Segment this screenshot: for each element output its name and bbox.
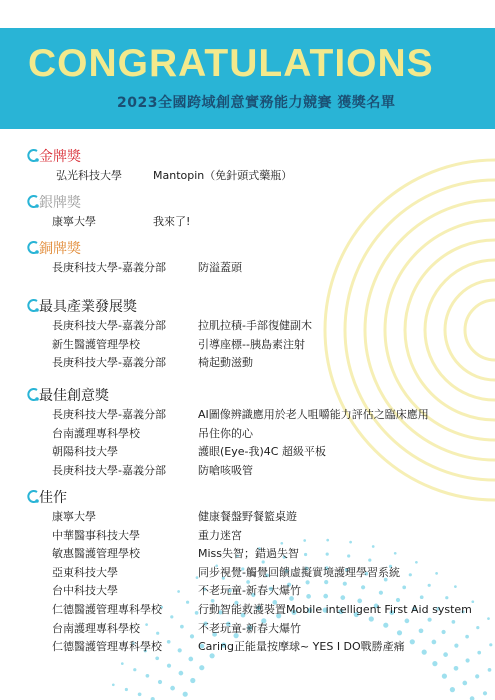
winning-work: 同步視覺-觸覺回饋虛擬實境護理學習系統 (198, 565, 400, 579)
decor-dot (306, 580, 310, 584)
decor-dot (179, 671, 184, 676)
winning-work: 健康餐盤野餐籃桌遊 (198, 510, 297, 523)
decor-dot (454, 585, 457, 588)
decor-dot (326, 553, 329, 556)
decor-dot (188, 657, 193, 662)
winner-school: 台南護理專科學校 (52, 426, 140, 440)
decor-dot (402, 586, 406, 590)
decor-dot (121, 662, 124, 665)
section-title: 佳作 (39, 490, 67, 506)
banner-subtitle: 2023全國跨域創意實務能力競賽 獲獎名單 (117, 95, 396, 111)
decor-dot (445, 596, 448, 599)
decor-dot (475, 674, 479, 678)
decor-dot (349, 541, 352, 544)
decor-dot (428, 584, 431, 587)
decor-dot (170, 615, 173, 618)
winner-school: 長庚科技大學-嘉義分部 (52, 319, 166, 332)
winner-school: 新生醫護管理學校 (52, 337, 140, 351)
decor-dot (465, 635, 469, 639)
decor-dot (488, 668, 492, 672)
decor-dot (450, 687, 455, 692)
decor-dot (415, 561, 418, 564)
winner-school: 台南護理專科學校 (52, 621, 140, 635)
winning-work: 防溢蓋頭 (198, 261, 242, 274)
decor-dot (422, 650, 427, 655)
decor-dot (435, 572, 438, 575)
decor-dot (347, 554, 350, 557)
winning-work: Caring正能量按摩球~ YES I DO戰勝產痛 (198, 640, 405, 654)
winning-work: 椅起動滋動 (198, 356, 253, 370)
decor-dot (180, 625, 184, 629)
decor-dot (155, 656, 159, 660)
winner-school: 長庚科技大學-嘉義分部 (52, 356, 166, 370)
decor-dot (452, 620, 456, 624)
decor-dot (397, 630, 402, 635)
decor-dot (419, 628, 424, 633)
decor-dot (443, 652, 448, 657)
decor-dot (146, 674, 150, 678)
winner-school: 中華醫事科技大學 (52, 528, 140, 542)
decor-dot (324, 580, 328, 584)
decor-dot (138, 692, 142, 696)
decor-dot (303, 539, 306, 542)
winning-work: Mantopin（免針頭式藥瓶） (153, 169, 293, 182)
decor-dot (112, 683, 115, 686)
decor-dot (454, 666, 459, 671)
decor-dot (326, 539, 329, 542)
decor-dot (170, 686, 175, 691)
winning-work: 防嗆咳吸管 (198, 463, 253, 477)
decor-dot (343, 582, 347, 586)
decor-dot (394, 552, 397, 555)
winner-school: 仁德醫護管理專科學校 (52, 603, 162, 616)
section-title: 金牌獎 (39, 149, 81, 165)
decor-dot (304, 553, 307, 556)
winner-school: 康寧大學 (52, 215, 96, 228)
winner-school: 長庚科技大學-嘉義分部 (52, 261, 166, 274)
decor-dot (487, 617, 490, 620)
decor-dot (340, 595, 345, 600)
decor-dot (489, 643, 492, 646)
decor-dot (442, 674, 447, 679)
decor-dot (177, 590, 180, 593)
decor-dot (483, 691, 487, 695)
decor-dot (428, 618, 432, 622)
decor-dot (432, 640, 437, 645)
winner-school: 長庚科技大學-嘉義分部 (52, 463, 166, 477)
decor-dot (306, 594, 311, 599)
decor-dot (466, 658, 470, 662)
banner-title: CONGRATULATIONS (28, 42, 434, 85)
winner-school: 朝陽科技大學 (52, 445, 118, 459)
winner-school: 仁德醫護管理專科學校 (52, 640, 162, 654)
decor-dot (156, 632, 159, 635)
decor-dot (476, 626, 479, 629)
winning-work: 吊住你的心 (198, 426, 253, 440)
decor-dot (368, 559, 371, 562)
winning-work: 重力迷宮 (198, 528, 242, 542)
section-title: 最佳創意獎 (39, 388, 109, 404)
decor-dot (420, 595, 424, 599)
section-title: 最具產業發展獎 (39, 299, 137, 315)
decor-dot (145, 623, 148, 626)
winner-school: 敏惠醫護管理學校 (52, 547, 140, 561)
winning-work: 行動智能救護裝置Mobile intelligent First Aid system (198, 603, 472, 616)
decor-dot (199, 665, 204, 670)
winner-school: 亞東科技大學 (52, 565, 118, 579)
decor-dot (462, 681, 467, 686)
decor-dot (372, 545, 375, 548)
winner-school: 長庚科技大學-嘉義分部 (52, 408, 166, 421)
decor-dot (454, 644, 458, 648)
section-title: 銅牌獎 (39, 241, 81, 257)
winning-work: 不老玩童-新春大爆竹 (198, 621, 301, 635)
decor-dot (477, 651, 481, 655)
decor-dot (158, 680, 162, 684)
winning-work: 引導座標--胰島素注射 (198, 337, 305, 351)
winner-school: 台中科技大學 (52, 584, 118, 598)
section-title: 銀牌獎 (39, 195, 81, 211)
decor-dot (167, 640, 171, 644)
winning-work: Miss失智；錯過失智 (198, 547, 300, 561)
decor-dot (405, 619, 410, 624)
winning-work: 拉肌拉積-手部復健副木 (198, 319, 312, 332)
decor-dot (470, 696, 475, 700)
winner-school: 康寧大學 (52, 510, 96, 523)
decor-dot (190, 678, 195, 683)
decor-dot (369, 616, 374, 621)
decor-dot (167, 664, 171, 668)
decor-dot (361, 585, 365, 589)
decor-dot (125, 688, 128, 691)
decor-dot (379, 591, 383, 595)
decor-dot (410, 639, 415, 644)
decor-dot (178, 648, 182, 652)
decor-dot (186, 601, 189, 604)
winner-school: 弘光科技大學 (56, 169, 122, 182)
header-banner (0, 28, 495, 129)
decor-dot (383, 623, 388, 628)
decor-dot (409, 573, 412, 576)
decor-dot (133, 668, 136, 671)
winning-work: 護眼(Eye-我)4C 超級平板 (198, 445, 326, 459)
decor-dot (323, 594, 328, 599)
winning-work: AI圖像辨識應用於老人咀嚼能力評估之臨床應用 (198, 408, 429, 421)
decor-dot (432, 661, 437, 666)
winning-work: 我來了! (153, 215, 191, 228)
decor-dot (190, 634, 194, 638)
decor-dot (183, 692, 188, 697)
decor-dot (442, 630, 446, 634)
winning-work: 不老玩童-新春大爆竹 (198, 584, 301, 598)
